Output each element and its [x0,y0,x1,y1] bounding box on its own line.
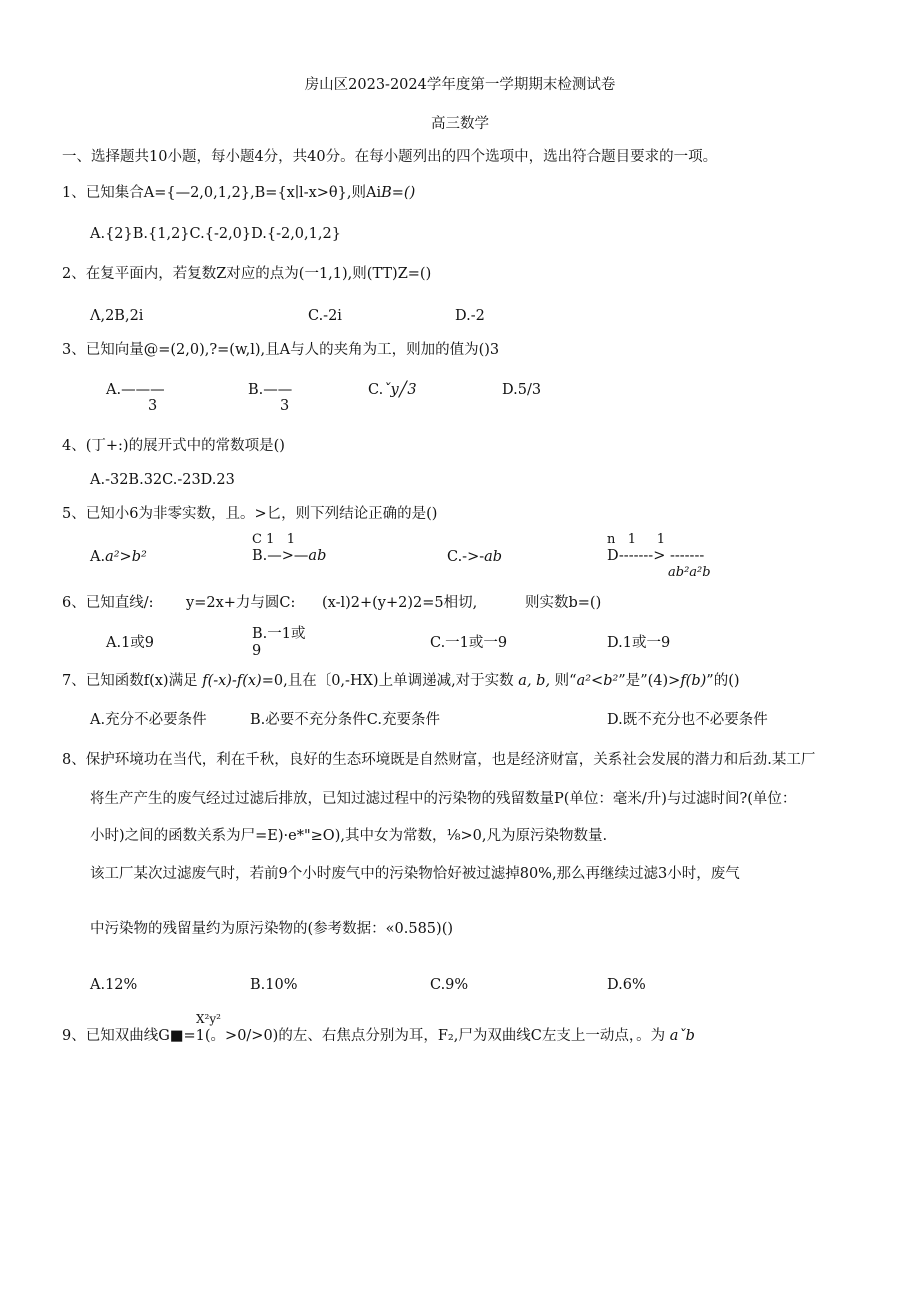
question-1-stem: 1、已知集合A={—2,0,1,2},B={x∣l-x>θ},则Ai [62,185,382,201]
exam-subtitle: 高三数学 [431,116,489,132]
question-5-option-d-top: n 1 1 [607,532,665,547]
question-3-stem: 3、已知向量@=(2,0),?=(w,l),且A与人的夹角为工，则加的值为()3 [62,342,500,358]
question-7-stem-e: 则“ [554,673,577,689]
question-7-stem-d: a, b, [518,673,551,689]
question-6-line: y=2x+力与圆C: [186,595,296,611]
question-8-line-1: 8、保护环境功在当代，利在千秋，良好的生态环境既是自然财富，也是经济财富，关系社会发展的潜力和后劲.某工厂 [62,752,816,768]
question-6-stem-end: 则实数b=() [525,595,602,611]
question-3-option-c-italic: ˇy╱3 [383,382,417,398]
question-9-stem-italic: aˇb [669,1028,695,1044]
question-2-option-d: D.-2 [455,308,485,324]
question-6-option-b-clip [252,643,272,659]
question-2-option-ab: Λ,2B,2i [90,308,144,324]
question-8-line-2: 将生产产生的废气经过过滤后排放，已知过滤过程中的污染物的残留数量P(单位：毫米/升)与过滤时间?(单位： [90,791,797,807]
question-8-option-d: D.6% [607,977,646,993]
question-5-option-c-italic: ab [484,549,503,565]
question-9-stem [62,1028,695,1045]
question-5-option-a [90,549,147,566]
question-7-stem-i: ”的() [706,673,740,689]
question-8-option-c: C.9% [430,977,469,993]
question-8-option-a: A.12% [90,977,138,993]
question-5-option-c-main: C.->- [447,549,485,565]
question-2-stem: 2、在复平面内，若复数Z对应的点为(一1,1),则(TT)Z=() [62,266,432,282]
question-4-options: A.-32B.32C.-23D.23 [90,472,235,488]
question-3-option-d: D.5/3 [502,382,542,398]
question-1-stem-italic: B=() [381,185,416,201]
question-6-option-c: C.一1或一9 [430,635,508,651]
question-5-option-b-main: B.—>— [252,548,309,564]
question-4-stem: 4、(丁+:)的展开式中的常数项是() [62,438,285,454]
question-6-stem: 6、已知直线/: [62,595,154,611]
question-5-option-b [252,548,326,565]
question-6-circle: (x-l)2+(y+2)2=5相切, [322,595,478,611]
question-8-line-3: 小时)之间的函数关系为尸=E)·e*"≥O),其中女为常数，⅛>0,凡为原污染物数量. [90,828,608,844]
question-7-option-a: A.充分不必要条件 [90,712,207,728]
question-3-option-c [368,382,417,399]
question-7-stem-a: 7、已知函数f(x)满足 [62,673,198,689]
question-6-option-b-cut: 9 [252,643,262,659]
question-5-option-b-italic: ab [308,548,327,564]
question-5-option-a-label: A. [90,549,106,565]
question-5-option-d-bottom: ab²a²b [668,565,711,580]
question-7-option-d: D.既不充分也不必要条件 [607,712,768,728]
question-5-stem: 5、已知小6为非零实数，且。>匕，则下列结论正确的是() [62,506,438,522]
question-7-option-bc: B.必要不充分条件C.充要条件 [250,712,440,728]
question-7-stem-c: 0,且在〔0,-HX)上单调递减,对于实数 [273,673,514,689]
question-9-superscript: X²y² [196,1012,221,1026]
question-2-option-c: C.-2i [308,308,342,324]
question-7-stem-b: f(-x)-f(x)= [202,673,274,689]
question-5-option-c [447,549,502,566]
question-5-option-a-italic: a²>b² [105,549,147,565]
question-6-option-b: B.一1或 [252,626,306,642]
question-3-option-a-denominator: 3 [148,398,158,414]
question-5-option-d: D-------> ------- [607,548,705,564]
question-6-option-d: D.1或一9 [607,635,671,651]
question-5-option-b-top: C 1 1 [252,532,296,547]
question-8-option-b: B.10% [250,977,298,993]
question-9-stem-text: 9、已知双曲线G■=1(。>0/>0)的左、右焦点分别为耳，F₂,尸为双曲线C左支上一动点，。为 [62,1028,666,1044]
question-6-option-a: A.1或9 [106,635,155,651]
section-heading: 一、选择题共10小题，每小题4分，共40分。在每小题列出的四个选项中，选出符合题目要求的一项。 [62,149,718,165]
question-3-option-b: B.—— [248,382,293,398]
question-3-option-c-label: C. [368,382,384,398]
exam-title: 房山区2023-2024学年度第一学期期末检测试卷 [304,77,616,93]
question-7-stem-f: a²<b² [576,673,619,689]
question-3-option-a: A.——— [106,382,165,398]
question-3-option-b-denominator: 3 [280,398,290,414]
question-8-line-5: 中污染物的残留量约为原污染物的(参考数据：«0.585)() [90,921,454,937]
question-1-options: A.{2}B.{1,2}C.{-2,0}D.{-2,0,1,2} [90,226,341,242]
question-8-line-4: 该工厂某次过滤废气时，若前9个小时废气中的污染物恰好被过滤掉80%,那么再继续过滤3小时，废气 [90,866,740,882]
question-1 [62,185,415,202]
question-7-stem-g: ”是”(4)> [618,673,681,689]
question-7-stem-h: f(b) [680,673,707,689]
question-7-stem [62,673,740,690]
